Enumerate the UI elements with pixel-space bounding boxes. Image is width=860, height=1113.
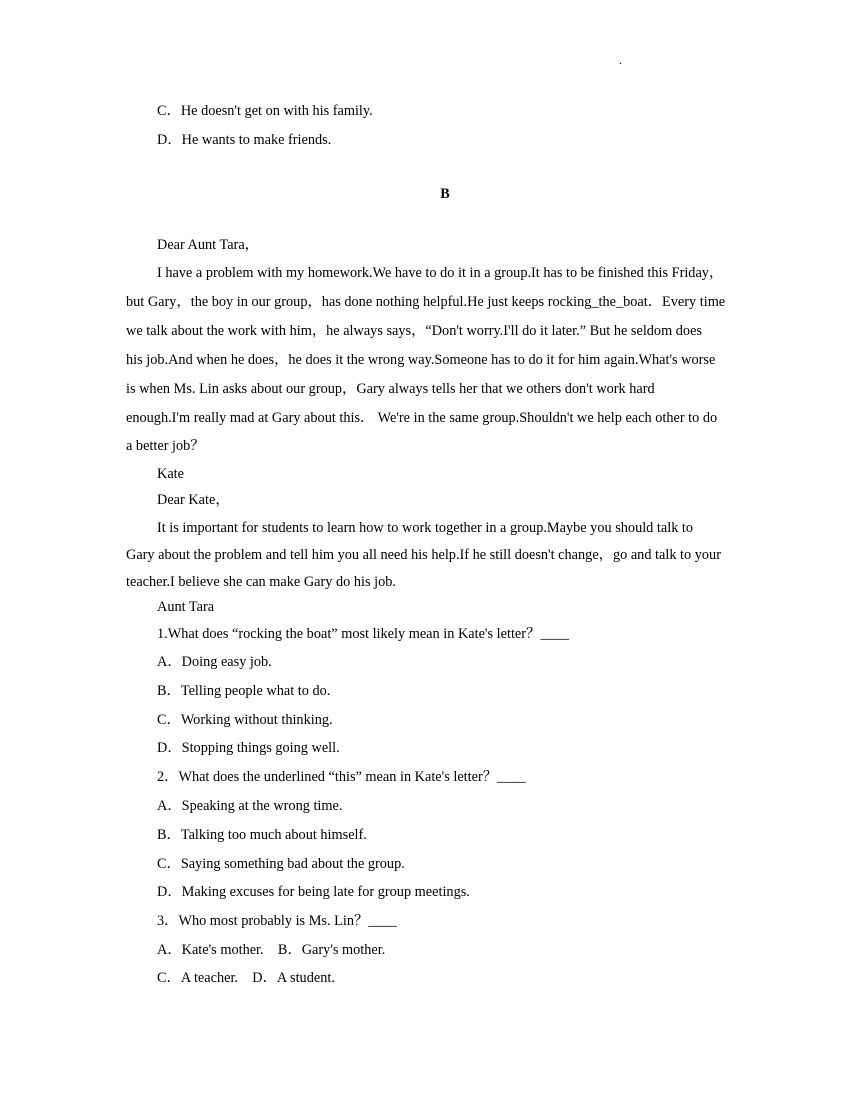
question-2-option: C．Saying something bad about the group. [157, 856, 405, 872]
question-2-option: D．Making excuses for being late for group meetings. [157, 884, 470, 900]
letter2-line: Gary about the problem and tell him you all need his help.If he still doesn't change，go and talk to your [126, 547, 721, 563]
question-3-option: C．A teacher. D．A student. [157, 970, 335, 986]
question-3-option: A．Kate's mother. B．Gary's mother. [157, 942, 386, 958]
question-1-option: C．Working without thinking. [157, 712, 333, 728]
section-title: B [440, 186, 450, 202]
letter1-salutation: Dear Aunt Tara， [157, 237, 259, 253]
header-mark: . [619, 53, 622, 67]
letter1-line: a better job？ [126, 438, 205, 454]
question-2-option: A．Speaking at the wrong time. [157, 798, 343, 814]
question-1-stem: 1.What does “rocking the boat” most likely mean in Kate's letter？____ [157, 626, 569, 642]
letter2-salutation: Dear Kate， [157, 492, 230, 508]
letter1-line: enough.I'm really mad at Gary about this． We're in the same group.Shouldn't we help each other to do [126, 410, 718, 426]
letter1-line: but Gary，the boy in our group，has done nothing helpful.He just keeps rocking_the_boat．Every time [126, 294, 726, 310]
letter2-line: It is important for students to learn how to work together in a group.Maybe you should talk to [157, 520, 694, 536]
prev-option-d: D．He wants to make friends. [157, 132, 332, 148]
letter1-line: I have a problem with my homework.We have to do it in a group.It has to be finished this Friday， [157, 265, 724, 281]
letter1-line: we talk about the work with him，he always says，“Don't worry.I'll do it later.” But he seldom does [126, 323, 702, 339]
question-3-stem: 3．Who most probably is Ms. Lin？____ [157, 913, 397, 929]
question-2-stem: 2．What does the underlined “this” mean in Kate's letter？____ [157, 769, 526, 785]
question-1-option: D．Stopping things going well. [157, 740, 340, 756]
prev-option-c: C．He doesn't get on with his family. [157, 103, 373, 119]
question-1-option: A．Doing easy job. [157, 654, 272, 670]
letter1-line: is when Ms. Lin asks about our group，Gary always tells her that we others don't work hard [126, 381, 655, 397]
letter1-signature: Kate [157, 466, 184, 482]
letter2-signature: Aunt Tara [157, 599, 215, 615]
letter1-line: his job.And when he does，he does it the wrong way.Someone has to do it for him again.What's worse [126, 352, 716, 368]
question-2-option: B．Talking too much about himself. [157, 827, 367, 843]
question-1-option: B．Telling people what to do. [157, 683, 331, 699]
letter2-line: teacher.I believe she can make Gary do his job. [126, 574, 396, 590]
